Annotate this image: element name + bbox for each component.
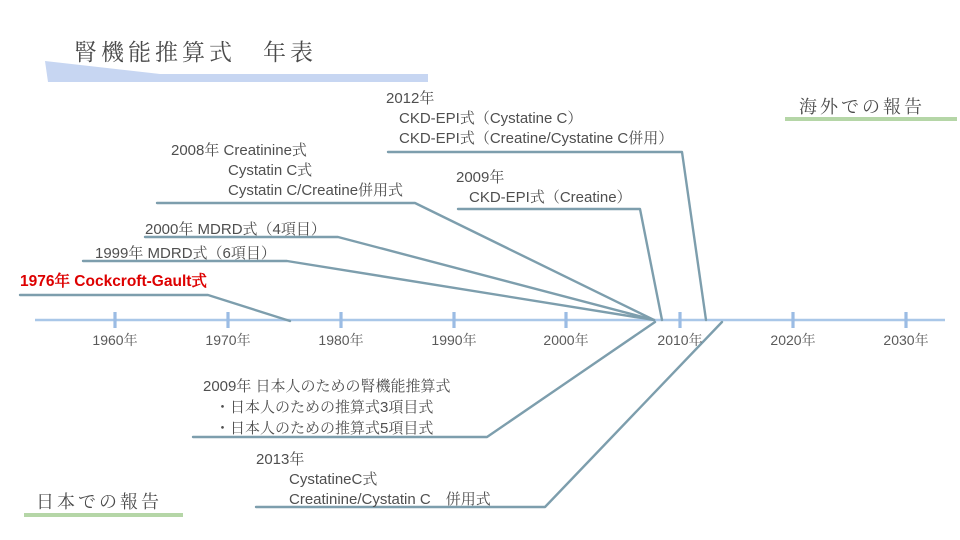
leader-line-1976 (20, 295, 290, 321)
axis-label-1990: 1990年 (431, 332, 477, 348)
axis-label-2030: 2030年 (883, 332, 929, 348)
axis-label-1960: 1960年 (92, 332, 138, 348)
event-label: CKD-EPI式（Creatine） (469, 189, 632, 206)
event-label: ・日本人のための推算式5項目式 (215, 420, 434, 437)
event-label: 2009年 日本人のための腎機能推算式 (203, 378, 451, 395)
event-label: 2000年 MDRD式（4項目） (145, 221, 326, 238)
event-1999-mdrd6 (95, 244, 276, 264)
axis-label-1970: 1970年 (205, 332, 251, 348)
overseas-header-underline (785, 117, 957, 121)
event-label: CKD-EPI式（Cystatine C） (399, 110, 583, 127)
event-label: 2009年 (456, 169, 505, 186)
event-2012-ckd-epi (386, 89, 673, 149)
event-label: CystatineC式 (289, 471, 378, 488)
event-label: Cystatin C/Creatine併用式 (228, 182, 404, 199)
event-label: 2008年 Creatinine式 (171, 142, 307, 159)
japan-header-underline (24, 513, 183, 517)
event-label: Cystatin C式 (228, 162, 313, 179)
event-2008-creatinine (171, 141, 403, 201)
japan-report-header: 日本での報告 (36, 492, 162, 512)
event-label: CKD-EPI式（Creatine/Cystatine C併用） (399, 130, 674, 147)
event-label: 1999年 MDRD式（6項目） (95, 245, 276, 262)
event-label: 2013年 (256, 451, 305, 468)
overseas-report-header: 海外での報告 (799, 97, 925, 117)
event-label: Creatinine/Cystatin C 併用式 (289, 491, 491, 508)
event-2013-cystatin (256, 450, 491, 510)
page-title: 腎機能推算式 年表 (74, 39, 317, 65)
event-label: 2012年 (386, 90, 435, 107)
leader-line-2009-overseas (458, 209, 662, 320)
axis-label-2000: 2000年 (543, 332, 589, 348)
event-2009-ckd-epi (456, 168, 632, 208)
axis-label-2020: 2020年 (770, 332, 816, 348)
axis-label-1980: 1980年 (318, 332, 364, 348)
event-2009-japanese-egfr (203, 376, 451, 439)
event-1976-cockcroft-gault (20, 272, 207, 292)
event-2000-mdrd4 (145, 220, 326, 240)
event-label: 1976年 Cockcroft-Gault式 (20, 273, 207, 290)
axis-label-2010: 2010年 (657, 332, 703, 348)
event-label: ・日本人のための推算式3項目式 (215, 399, 434, 416)
